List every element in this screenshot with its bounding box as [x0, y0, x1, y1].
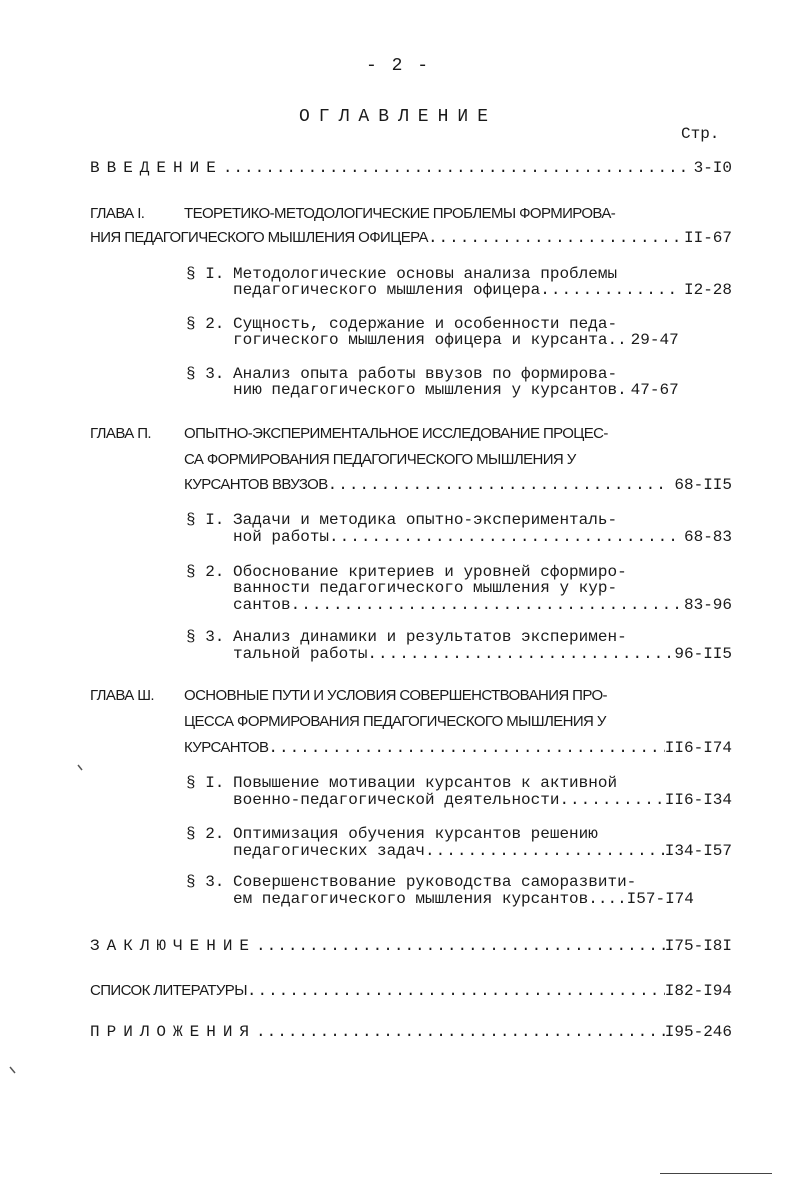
entry-pages: II6-I74 — [664, 739, 732, 757]
chapter-title-line: КУРСАНТОВ — [184, 739, 269, 756]
entry-title: СПИСОК ЛИТЕРАТУРЫ — [90, 982, 247, 999]
section-title-line: нию педагогического мышления у курсантов. — [233, 381, 627, 399]
chapter-title-line: ОПЫТНО-ЭКСПЕРИМЕНТАЛЬНОЕ ИССЛЕДОВАНИЕ ПРОЦЕС- — [184, 425, 608, 442]
section-label: § 3. — [186, 365, 225, 383]
pages-column-header: Стр. — [681, 125, 720, 143]
section-title-line: гогического мышления офицера и курсанта.. — [233, 331, 627, 349]
entry-pages: II6-I34 — [664, 791, 732, 809]
entry-pages: 68-II5 — [674, 476, 732, 494]
chapter-title-line: ТЕОРЕТИКО-МЕТОДОЛОГИЧЕСКИЕ ПРОБЛЕМЫ ФОРМИРОВА- — [184, 205, 616, 222]
section-label: § 3. — [186, 628, 225, 646]
entry-pages: I95-246 — [664, 1023, 732, 1041]
chapter-label: ГЛАВА I. — [90, 205, 145, 222]
section-title-line: Задачи и методика опытно-эксперименталь- — [233, 511, 618, 529]
entry-pages: I2-28 — [683, 281, 732, 299]
chapter-title-line: ОСНОВНЫЕ ПУТИ И УСЛОВИЯ СОВЕРШЕНСТВОВАНИЯ ПРО- — [184, 687, 607, 704]
entry-pages: I57-I74 — [626, 890, 694, 908]
toc-title: ОГЛАВЛЕНИЕ — [298, 107, 498, 127]
chapter-title-line: КУРСАНТОВ ВВУЗОВ — [184, 476, 328, 493]
section-label: § I. — [186, 265, 225, 283]
entry-title: ЗАКЛЮЧЕНИЕ — [90, 937, 257, 955]
entry-pages: 47-67 — [630, 381, 679, 399]
section-label: § I. — [186, 511, 225, 529]
entry-pages: II-67 — [683, 229, 732, 247]
page-number: - 2 - — [365, 56, 430, 76]
chapter-label: ГЛАВА П. — [90, 425, 151, 442]
entry-pages: I82-I94 — [664, 982, 732, 1000]
entry-pages: 68-83 — [683, 528, 732, 546]
section-title-line: ем педагогического мышления курсантов.... — [233, 890, 627, 908]
entry-pages: 29-47 — [630, 331, 679, 349]
section-title-line: Анализ опыта работы ввузов по формирова- — [233, 365, 618, 383]
entry-pages: 83-96 — [683, 596, 732, 614]
section-title-line: Анализ динамики и результатов эксперимен- — [233, 628, 627, 646]
section-title-line: Обоснование критериев и уровней сформиро- — [233, 563, 627, 581]
section-label: § 2. — [186, 825, 225, 843]
entry-pages: 3-I0 — [693, 159, 732, 177]
section-label: § I. — [186, 774, 225, 792]
entry-title: ПРИЛОЖЕНИЯ — [90, 1023, 257, 1041]
section-title-line: Оптимизация обучения курсантов решению — [233, 825, 598, 843]
section-label: § 2. — [186, 315, 225, 333]
entry-pages: I75-I8I — [664, 937, 732, 955]
section-title-line: сантов — [233, 596, 291, 614]
footer-rule — [660, 1173, 772, 1174]
section-title-line: педагогических задач — [233, 842, 426, 860]
section-title-line: ной работы — [233, 528, 330, 546]
chapter-title-line: НИЯ ПЕДАГОГИЧЕСКОГО МЫШЛЕНИЯ ОФИЦЕРА — [90, 229, 428, 246]
entry-pages: I34-I57 — [664, 842, 732, 860]
section-title-line: Сущность, содержание и особенности педа- — [233, 315, 618, 333]
section-title-line: Повышение мотивации курсантов к активной — [233, 774, 618, 792]
section-label: § 3. — [186, 873, 225, 891]
section-title-line: педагогического мышления офицера — [233, 281, 541, 299]
section-title-line: военно-педагогической деятельности — [233, 791, 560, 809]
chapter-label: ГЛАВА Ш. — [90, 687, 154, 704]
section-title-line: ванности педагогического мышления у кур- — [233, 579, 618, 597]
entry-title: ВВЕДЕНИЕ — [90, 159, 223, 177]
chapter-title-line: СА ФОРМИРОВАНИЯ ПЕДАГОГИЧЕСКОГО МЫШЛЕНИЯ У — [184, 451, 576, 468]
section-label: § 2. — [186, 563, 225, 581]
entry-pages: 96-II5 — [674, 645, 732, 663]
section-title-line: Методологические основы анализа проблемы — [233, 265, 618, 283]
section-title-line: тальной работы — [233, 645, 368, 663]
chapter-title-line: ЦЕССА ФОРМИРОВАНИЯ ПЕДАГОГИЧЕСКОГО МЫШЛЕНИЯ У — [184, 713, 606, 730]
section-title-line: Совершенствование руководства саморазвити- — [233, 873, 637, 891]
